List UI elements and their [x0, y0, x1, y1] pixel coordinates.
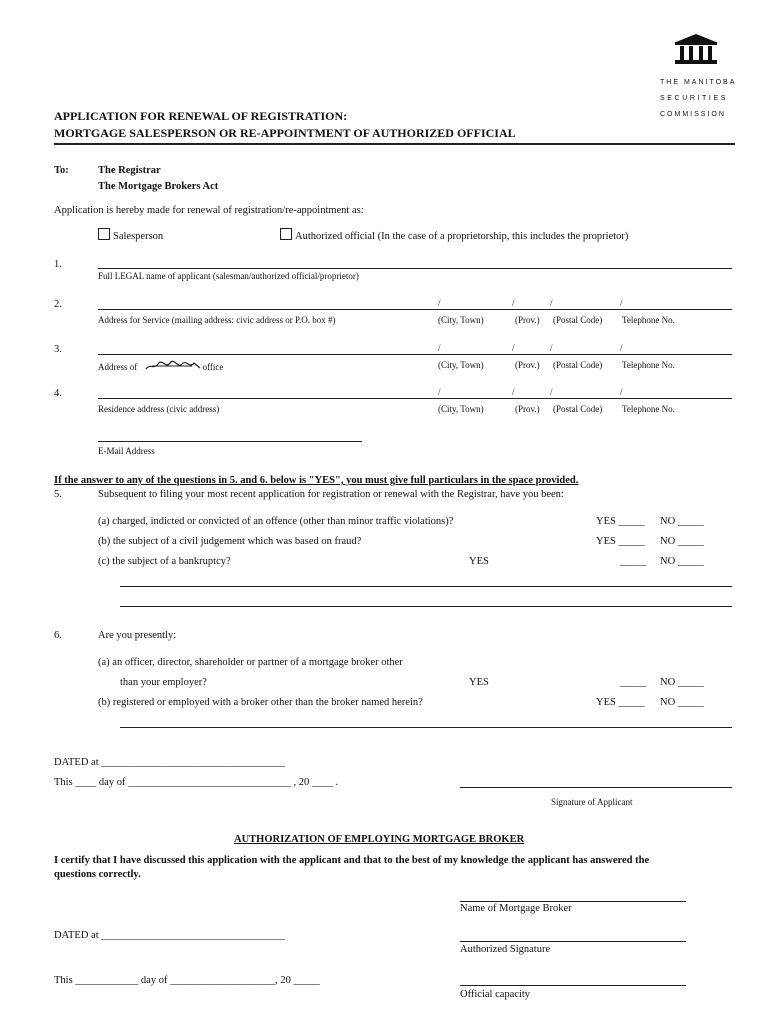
prov-caption: (Prov.) [515, 315, 540, 325]
q5c-no[interactable]: NO _____ [660, 556, 705, 567]
commission-logo [672, 32, 720, 69]
slash: / [550, 298, 553, 308]
office-address-field[interactable] [98, 354, 732, 355]
salesperson-checkbox[interactable] [98, 228, 110, 240]
q6a-yes[interactable]: _____ [620, 677, 647, 688]
legal-name-field[interactable] [98, 268, 732, 269]
salesperson-label: Salesperson [113, 231, 164, 242]
particulars-line-1[interactable] [120, 586, 732, 587]
certify-text-2: questions correctly. [54, 869, 141, 880]
question-6: Are you presently: [98, 630, 177, 641]
email-field[interactable] [98, 441, 362, 442]
slash: / [438, 298, 441, 308]
authorization-heading: AUTHORIZATION OF EMPLOYING MORTGAGE BROKER [234, 834, 525, 845]
authorized-signature-line[interactable] [460, 941, 686, 942]
postal-caption: (Postal Code) [553, 404, 603, 414]
slash: / [512, 298, 515, 308]
q6b-no[interactable]: NO _____ [660, 697, 705, 708]
phone-caption: Telephone No. [622, 404, 675, 414]
office-address-caption [98, 360, 223, 372]
item-6-number: 6. [54, 630, 62, 641]
struck-out-text-mark [144, 360, 202, 372]
act-line: The Mortgage Brokers Act [98, 181, 219, 192]
email-caption: E-Mail Address [98, 446, 155, 456]
registrar-line: The Registrar [98, 165, 161, 176]
prov-caption: (Prov.) [515, 360, 540, 370]
intro-text: Application is hereby made for renewal of registration/re-appointment as: [54, 205, 364, 216]
auth-this-day-field[interactable]: This ____________ day of ____________________, 20 _____ [54, 975, 320, 986]
city-caption: (City, Town) [438, 360, 484, 370]
office-caption-end: office [202, 362, 224, 372]
q5a-yes[interactable]: YES _____ [596, 516, 645, 527]
official-option[interactable] [280, 228, 628, 242]
question-6b: (b) registered or employed with a broker other than the broker named herein? [98, 697, 423, 708]
prov-caption: (Prov.) [515, 404, 540, 414]
postal-caption: (Postal Code) [553, 360, 603, 370]
broker-name-line[interactable] [460, 901, 686, 902]
slash: / [512, 343, 515, 353]
q5b-no[interactable]: NO _____ [660, 536, 705, 547]
item-4-number: 4. [54, 388, 62, 399]
slash: / [550, 343, 553, 353]
page-title-line1: APPLICATION FOR RENEWAL OF REGISTRATION: [54, 109, 348, 123]
question-5: Subsequent to filing your most recent application for registration or renewal with the Registrar, have you been: [98, 489, 564, 500]
official-label: Authorized official (In the case of a proprietorship, this includes the proprietor) [295, 231, 629, 242]
question-5c: (c) the subject of a bankruptcy? [98, 556, 231, 567]
city-caption: (City, Town) [438, 315, 484, 325]
postal-caption: (Postal Code) [553, 315, 603, 325]
q6a-no[interactable]: NO _____ [660, 677, 705, 688]
question-5a: (a) charged, indicted or convicted of an offence (other than minor traffic violations)? [98, 516, 454, 527]
q6a-yes-label: YES [469, 677, 489, 688]
slash: / [620, 298, 623, 308]
residence-address-field[interactable] [98, 398, 732, 399]
this-day-field[interactable]: This ____ day of _______________________________ , 20 ____ . [54, 777, 339, 788]
salesperson-option[interactable] [98, 228, 163, 242]
broker-name-caption: Name of Mortgage Broker [460, 903, 572, 914]
city-caption: (City, Town) [438, 404, 484, 414]
q6b-yes[interactable]: YES _____ [596, 697, 645, 708]
item-1-number: 1. [54, 259, 62, 270]
title-rule [54, 143, 735, 145]
slash: / [620, 343, 623, 353]
applicant-signature-line[interactable] [460, 787, 732, 788]
service-address-field[interactable] [98, 309, 732, 310]
phone-caption: Telephone No. [622, 315, 675, 325]
signature-caption: Signature of Applicant [551, 797, 633, 807]
office-caption-start: Address of [98, 362, 138, 372]
org-name-line1: THE MANITOBA [660, 79, 737, 86]
slash: / [512, 387, 515, 397]
question-6a-line1: (a) an officer, director, shareholder or partner of a mortgage broker other [98, 657, 403, 668]
q5c-yes-label: YES [469, 556, 489, 567]
authorized-signature-caption: Authorized Signature [460, 944, 551, 955]
residence-address-caption: Residence address (civic address) [98, 404, 220, 414]
slash: / [438, 387, 441, 397]
official-capacity-caption: Official capacity [460, 989, 531, 1000]
slash: / [620, 387, 623, 397]
official-capacity-line[interactable] [460, 985, 686, 986]
q5c-yes[interactable]: _____ [620, 556, 647, 567]
page-title-line2: MORTGAGE SALESPERSON OR RE-APPOINTMENT OF AUTHORIZED OFFICIAL [54, 126, 516, 140]
slash: / [550, 387, 553, 397]
certify-text: I certify that I have discussed this application with the applicant and that to the best of my knowledge the applicant has answered the [54, 855, 650, 866]
q5b-yes[interactable]: YES _____ [596, 536, 645, 547]
dated-at-field[interactable]: DATED at ___________________________________ [54, 757, 285, 768]
to-label: To: [54, 165, 69, 176]
particulars-line-3[interactable] [120, 727, 732, 728]
auth-dated-at-field[interactable]: DATED at ___________________________________ [54, 930, 285, 941]
official-checkbox[interactable] [280, 228, 292, 240]
question-6a-line2: than your employer? [120, 677, 207, 688]
item-3-number: 3. [54, 344, 62, 355]
particulars-line-2[interactable] [120, 606, 732, 607]
yes-notice: If the answer to any of the questions in 5. and 6. below is "YES", you must give full particulars in the space provided. [54, 475, 579, 486]
item-2-number: 2. [54, 299, 62, 310]
slash: / [438, 343, 441, 353]
phone-caption: Telephone No. [622, 360, 675, 370]
building-icon [672, 32, 720, 66]
org-name-line2: SECURITIES [660, 95, 729, 102]
item-5-number: 5. [54, 489, 62, 500]
q5a-no[interactable]: NO _____ [660, 516, 705, 527]
org-name-line3: COMMISSION [660, 111, 726, 118]
legal-name-caption: Full LEGAL name of applicant (salesman/authorized official/proprietor) [98, 271, 359, 281]
service-address-caption: Address for Service (mailing address: civic address or P.O. box #) [98, 315, 336, 325]
question-5b: (b) the subject of a civil judgement which was based on fraud? [98, 536, 362, 547]
